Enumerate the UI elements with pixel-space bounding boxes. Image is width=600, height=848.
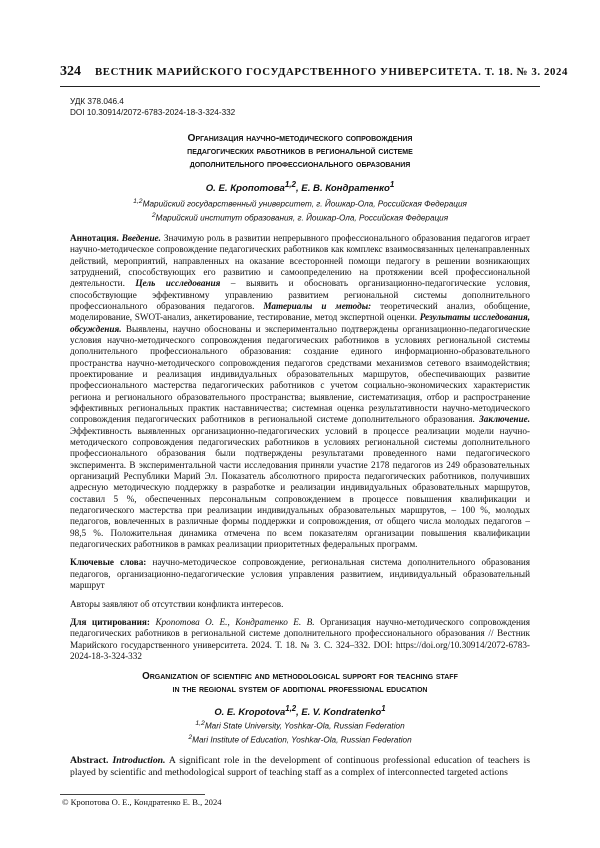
author-name: O. E. Kropotova	[214, 706, 286, 718]
author-name: О. Е. Кропотова	[205, 183, 285, 195]
author-separator: ,	[295, 183, 302, 195]
title-ru-line: дополнительного профессионального образования	[189, 159, 411, 170]
journal-header: ВЕСТНИК МАРИЙСКОГО ГОСУДАРСТВЕННОГО УНИВЕРСИТЕТА. Т. 18. № 3. 2024	[95, 66, 568, 78]
title-ru	[70, 132, 530, 171]
abstract-en	[70, 755, 530, 779]
aim-text: – выявить и обосновать организационно-педагогические условия, способствующие эффективному управлению развитием региональной системы дополнительного профессионального образования педагогов.	[70, 278, 531, 311]
page-number: 324	[60, 64, 81, 79]
copyright: © Кропотова О. Е., Кондратенко Е. В., 2024	[62, 797, 222, 807]
affiliation-text: Mari State University, Yoshkar-Ola, Russian Federation	[204, 722, 405, 732]
author-name: E. V. Kondratenko	[301, 706, 382, 718]
authors-en	[70, 704, 530, 717]
conclusion-text: Эффективность выявленных организационно-педагогических условий в процессе реализации модели научно-методического сопровождения педагогических работников в условиях региональной системы дополнительного профессионального образования были подтверждены результатами проведенного нами педагогического эксперимента. В экспериментальной части исследования приняли участие 2178 педагогов из 249 образовательных организаций Республики Марий Эл. Показатель абсолютного прироста педагогических работников, получивших адресную методическую поддержку в разработке и реализации индивидуальных образовательных маршрутов, составил 5 %, обеспеченных персональным сопровождением в процессе повышения квалификации и педагогического мастерства при реализации индивидуальных образовательных маршрутов, – 100 %, молодых педагогов, вовлеченных в различные формы поддержки и сопровождения, от общего числа молодых педагогов – 98,5 %. Положительная динамика отмечена по всем показателям организации повышения квалификации педагогических работников в рамках реализации приоритетных федеральных программ.	[70, 425, 530, 550]
intro-label: Introduction.	[112, 755, 166, 766]
header-rule	[60, 86, 540, 87]
affiliation	[70, 719, 530, 732]
author-name: Е. В. Кондратенко	[301, 183, 390, 195]
affiliation-mark: 2	[188, 733, 193, 741]
intro-text: A significant role in the development of continuous professional education of teachers is played by scientific and methodological support of teaching staff as a complex of interconnected targeted actions	[70, 755, 530, 779]
author-separator: ,	[296, 706, 302, 718]
author-affiliation-mark: 1	[389, 180, 395, 189]
intro-text: Значимую роль в развитии непрерывного профессионального образования педагогов играет научно-методическое сопровождение педагогических работников как комплекс взаимосвязанных целенаправленных действий, мероприятий, направленных на оказание всесторонней помощи педагогу в решении возникающих затруднений, способствующих его развитию и самоопределению на протяжении всей профессиональной деятельности.	[70, 232, 531, 289]
keywords-text: научно-методическое сопровождение, региональная система дополнительного образования педагогов, организационно-педагогические условия управления развитием, индивидуальный образовательный маршрут	[70, 557, 531, 591]
abstract-label: Abstract.	[70, 755, 109, 766]
author-affiliation-mark: 1,2	[285, 704, 297, 714]
results-label: Результаты исследования, обсуждения.	[70, 312, 530, 334]
affiliation-mark: 1,2	[133, 198, 143, 206]
doi: DOI 10.30914/2072-6783-2024-18-3-324-332	[70, 108, 236, 117]
title-en	[70, 671, 530, 696]
conflict-statement: Авторы заявляют об отсутствии конфликта интересов.	[70, 598, 284, 609]
affiliation	[70, 733, 530, 746]
affiliation-text: Марийский институт образования, г. Йошкар-Ола, Российская Федерация	[155, 213, 449, 223]
author-affiliation-mark: 1	[381, 704, 386, 714]
authors-ru	[70, 180, 530, 194]
footnote-rule	[60, 794, 205, 795]
affiliation-mark: 1,2	[195, 720, 205, 728]
affiliation	[70, 211, 530, 224]
abstract-ru	[70, 233, 530, 551]
citation-label: Для цитирования:	[70, 616, 150, 627]
title-ru-line: педагогических работников в региональной системе	[187, 146, 413, 157]
methods-text: теоретический анализ, обобщение, моделирование, SWOT-анализ, анкетирование, тестирование, метод экспертной оценки.	[70, 300, 531, 323]
results-text: Выявлены, научно обоснованы и экспериментально подтверждены организационно-педагогические условия научно-методического сопровождения педагогических работников в условиях региональной системы дополнительного профессионального образования: создание единого информационно-образовательного пространства научно-методического сопровождения педагогов средствами механизмов сетевого взаимодействия; проектирование и реализация индивидуальных образовательных маршрутов, обеспечивающих развитие профессионального мастерства педагогических работников с учетом социально-экономических характеристик региона и регионального образовательного пространства; выявление, систематизация, отбор и распространение эффективных региональных практик наставничества; системная оценка результативности научно-методического сопровождения педагогических работников в региональной системе дополнительного образования.	[70, 323, 530, 425]
keywords-label: Ключевые слова:	[70, 557, 147, 568]
affiliation-mark: 2	[151, 211, 156, 219]
title-ru-line: Организация научно-методического сопровождения	[187, 133, 413, 144]
citation-ru	[70, 617, 530, 662]
author-affiliation-mark: 1,2	[284, 180, 296, 189]
keywords-ru	[70, 557, 530, 591]
conclusion-label: Заключение.	[479, 414, 530, 425]
title-en-line: Organization of scientific and methodological support for teaching staff	[142, 671, 458, 683]
aim-label: Цель исследования	[135, 278, 221, 289]
affiliations-en	[70, 719, 530, 746]
citation-text[interactable]: Организация научно-методического сопровождения педагогических работников в региональной системе дополнительного профессионального образования // Вестник Марийского государственного университета. 2024. Т. 18. № 3. С. 324–332. DOI: https://doi.org/10.30914/2072-6783-2024-18-3-324-332	[70, 616, 531, 661]
article-body	[70, 96, 530, 779]
abstract-label: Аннотация.	[70, 232, 119, 243]
affiliation	[70, 197, 530, 210]
intro-label: Введение.	[121, 232, 161, 243]
citation-authors: Кропотова О. Е., Кондратенко Е. В.	[155, 616, 315, 627]
affiliation-text: Mari Institute of Education, Yoshkar-Ola, Russian Federation	[192, 735, 412, 745]
title-en-line: in the regional system of additional professional education	[172, 683, 428, 695]
affiliations-ru	[70, 197, 530, 224]
affiliation-text: Марийский государственный университет, г. Йошкар-Ола, Российская Федерация	[142, 199, 467, 209]
udk-code: УДК 378.046.4	[70, 97, 124, 106]
methods-label: Материалы и методы:	[263, 300, 372, 311]
